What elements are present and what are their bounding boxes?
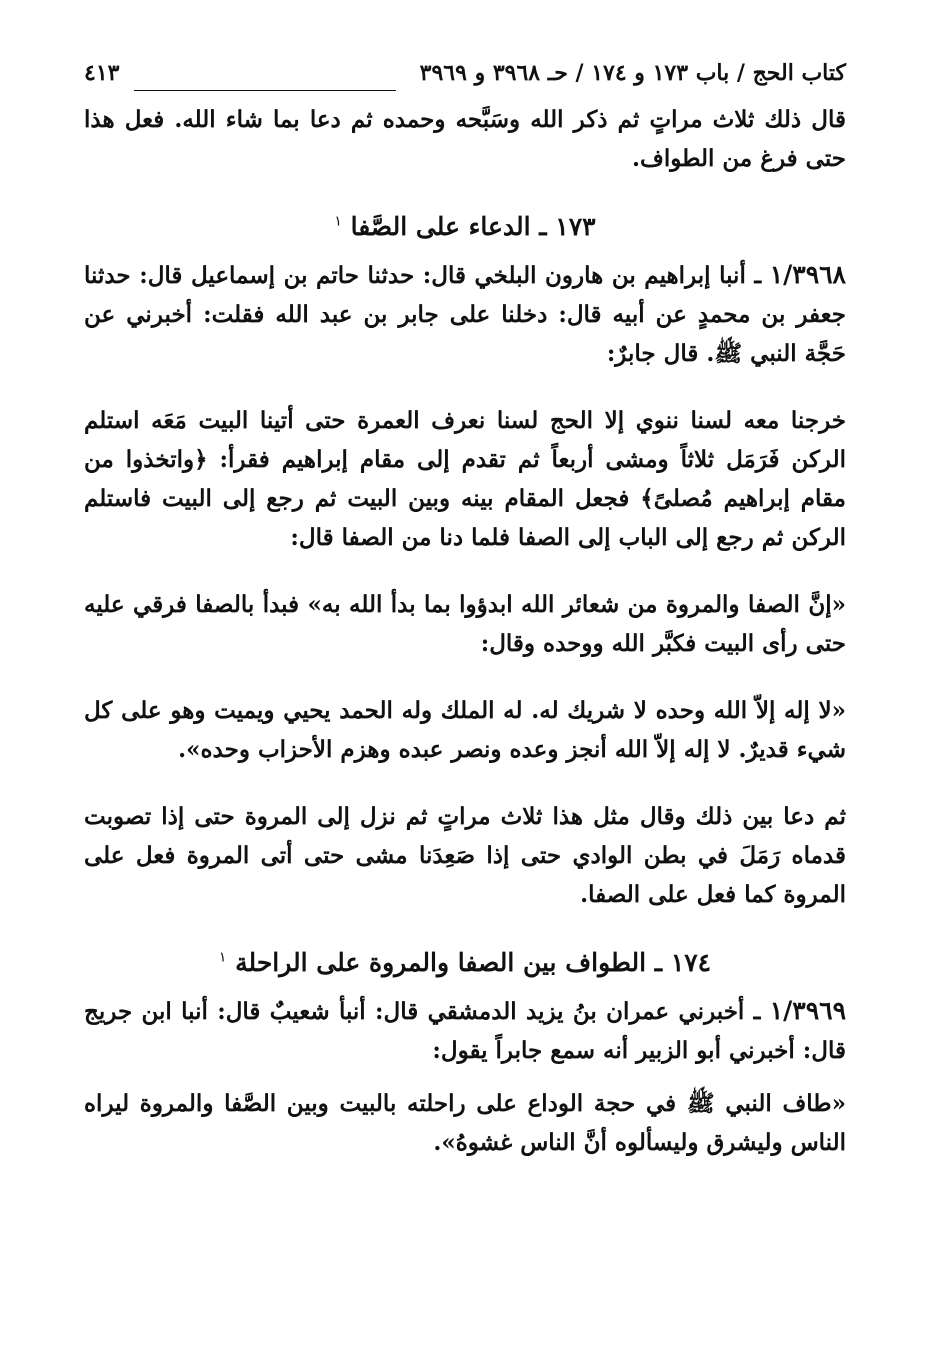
paragraph-safa: «إنَّ الصفا والمروة من شعائر الله ابدؤوا بما بدأ الله به» فبدأ بالصفا فرقي عليه حتى رأى البيت فكبَّر الله ووحده وقال: (84, 591, 846, 657)
footnote-marker: ١ (218, 949, 227, 966)
hadith-3969-isnad (84, 991, 846, 1070)
hadith-3968-isnad (84, 255, 846, 373)
footnote-marker: ١ (334, 213, 342, 230)
paragraph-tahlil: «لا إله إلاّ الله وحده لا شريك له. له الملك وله الحمد يحيي ويميت وهو على كل شيء قديرٌ. لا إله إلاّ الله أنجز وعده ونصر عبده وهزم الأحزاب وحده». (84, 697, 846, 763)
page-number: ٤١٣ (84, 60, 120, 86)
paragraph-continuation: قال ذلك ثلاث مراتٍ ثم ذكر الله وسَبَّحه وحمده ثم دعا بما شاء الله. فعل هذا حتى فرغ من الطواف. (84, 106, 846, 172)
running-header-title: كتاب الحج / باب ١٧٣ و ١٧٤ / حـ ٣٩٦٨ و ٣٩٦٩ (419, 60, 846, 86)
hadith-3969-matn: «طاف النبي ﷺ في حجة الوداع على راحلته بالبيت وبين الصَّفا والمروة ليراه الناس وليشرق وليسألوه أنَّ الناس غشوهُ». (84, 1090, 846, 1156)
running-header (84, 60, 846, 100)
paragraph-marwa: ثم دعا بين ذلك وقال مثل هذا ثلاث مراتٍ ثم نزل إلى المروة حتى إذا تصوبت قدماه رَمَلَ في بطن الوادي حتى إذا صَعِدَنا مشى حتى أتى المروة فعل على المروة كما فعل على الصفا. (84, 803, 846, 908)
chapter-heading-174-text: ١٧٤ ـ الطواف بين الصفا والمروة على الراحلة (235, 948, 712, 977)
hadith-3968-matn: خرجنا معه لسنا ننوي إلا الحج لسنا نعرف العمرة حتى أتينا البيت مَعَه استلم الركن فَرَمَل ثلاثاً ومشى أربعاً ثم تقدم إلى مقام إبراهيم فقرأ: ﴿واتخذوا من مقام إبراهيم مُصلىً﴾ فجعل المقام بينه وبين البيت ثم رجع إلى البيت فاستلم الركن ثم رجع إلى الباب إلى الصفا فلما دنا من الصفا قال: (84, 407, 846, 551)
header-rule (134, 90, 396, 91)
chapter-heading-174 (84, 948, 846, 977)
hadith-number-3969: ١/٣٩٦٩ (769, 996, 847, 1025)
hadith-3968-text: ـ أنبا إبراهيم بن هارون البلخي قال: حدثنا حاتم بن إسماعيل قال: حدثنا جعفر بن محمدٍ عن أبيه قال: دخلنا على جابر بن عبد الله فقلت: أخبرني عن حَجَّة النبي ﷺ. قال جابرٌ: (84, 262, 846, 367)
hadith-number-3968: ١/٣٩٦٨ (769, 260, 846, 289)
chapter-heading-173-text: ١٧٣ ـ الدعاء على الصَّفا (350, 212, 596, 241)
chapter-heading-173 (84, 212, 846, 241)
book-page (84, 60, 846, 1162)
hadith-3969-text: ـ أخبرني عمران بنُ يزيد الدمشقي قال: أنبأ شعيبٌ قال: أنبا ابن جريج قال: أخبرني أبو الزبير أنه سمع جابراً يقول: (84, 998, 846, 1064)
